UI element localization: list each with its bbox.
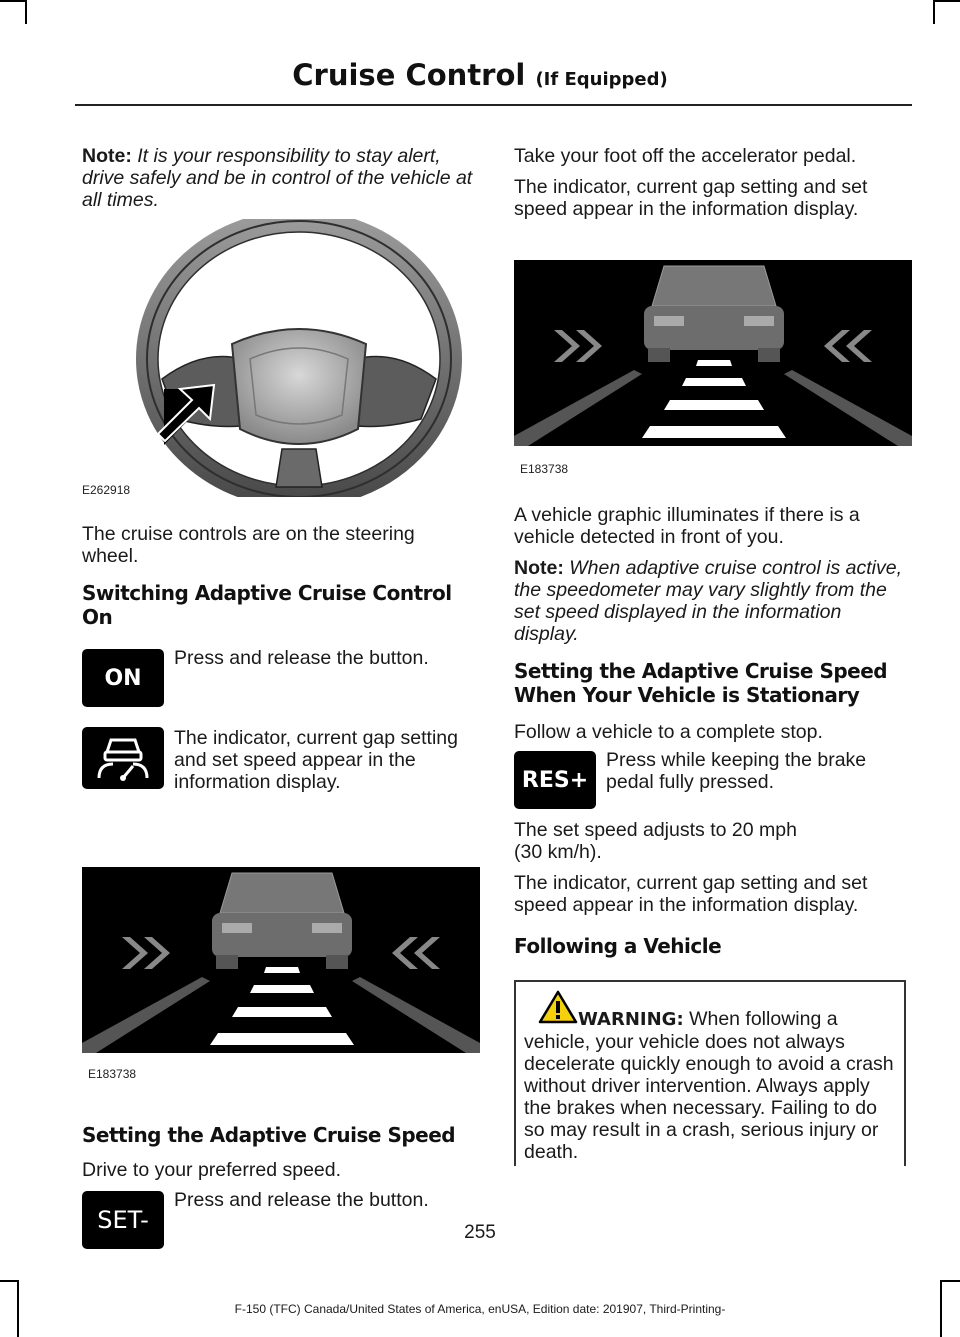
crop-mark — [940, 1280, 960, 1282]
on-button-row — [82, 647, 482, 711]
res-instruction: Press while keeping the brake pedal fully pressed. — [606, 749, 867, 793]
res-plus-button-icon — [514, 751, 596, 809]
warning-label: WARNING: — [578, 1009, 684, 1030]
note-paragraph — [82, 145, 474, 211]
note-text: It is your responsibility to stay alert, drive safely and be in control of the vehicle at all times. — [82, 145, 473, 211]
crop-mark — [25, 0, 27, 24]
indicator-text: The indicator, current gap setting and set speed appear in the information display. — [514, 176, 868, 220]
drive-text: Drive to your preferred speed. — [82, 1159, 342, 1181]
vehicle-text: A vehicle graphic illuminates if there is a vehicle detected in front of you. — [514, 504, 860, 548]
indicator-instruction: The indicator, current gap setting and set speed appear in the information display. — [174, 727, 458, 793]
left-column — [82, 145, 482, 1253]
res-button-label: RES+ — [521, 767, 589, 793]
figure-id: E183738 — [88, 1067, 137, 1081]
steering-wheel-figure — [82, 219, 482, 497]
acc-display-figure — [514, 260, 910, 488]
adaptive-cruise-indicator-icon — [82, 727, 164, 789]
warning-triangle-icon — [538, 990, 578, 1024]
acc-display-figure — [82, 867, 482, 1093]
page-title — [0, 58, 960, 92]
steering-wheel-illustration — [82, 219, 482, 497]
on-button-label: ON — [104, 665, 142, 691]
crop-mark — [0, 1280, 18, 1282]
page-title-subtitle: (If Equipped) — [535, 69, 668, 90]
acc-display-graphic — [82, 867, 480, 1053]
note-text: When adaptive cruise control is active, the speedometer may vary slightly from the set speed displayed in the information display. — [514, 557, 902, 645]
page-number: 255 — [464, 1222, 496, 1243]
warning-box — [514, 980, 906, 1166]
indicator-text: The indicator, current gap setting and set speed appear in the information display. — [514, 872, 868, 916]
foot-text: Take your foot off the accelerator pedal. — [514, 145, 857, 167]
note-paragraph — [514, 557, 906, 645]
page-title-text: Cruise Control — [292, 58, 526, 92]
right-column — [514, 145, 910, 958]
note-label: Note: — [82, 145, 132, 167]
figure-id: E183738 — [520, 462, 569, 476]
crop-mark — [934, 0, 960, 2]
heading-following: Following a Vehicle — [514, 934, 722, 958]
warning-text — [524, 1008, 896, 1163]
note-label: Note: — [514, 557, 564, 579]
page-footer: F-150 (TFC) Canada/United States of America, enUSA, Edition date: 201907, Third-Printing- — [234, 1302, 726, 1316]
figure-id: E262918 — [82, 483, 131, 497]
res-button-row — [514, 749, 910, 813]
indicator-row — [82, 727, 482, 823]
crop-mark — [0, 0, 26, 2]
acc-display-graphic — [514, 260, 912, 446]
speed-text: The set speed adjusts to 20 mph (30 km/h). — [514, 819, 797, 863]
on-instruction: Press and release the button. — [174, 647, 429, 669]
set-instruction: Press and release the button. — [174, 1189, 429, 1211]
header-rule — [75, 104, 912, 106]
heading-setting-speed: Setting the Adaptive Cruise Speed — [82, 1123, 456, 1147]
set-button-label: SET- — [97, 1206, 149, 1234]
warning-body: When following a vehicle, your vehicle does not always decelerate quickly enough to avoid a crash without driver intervention. Always apply the brakes when necessary. Failing to do so may result in a crash, serious injury or death. — [524, 1008, 894, 1163]
on-button-icon — [82, 649, 164, 707]
follow-text: Follow a vehicle to a complete stop. — [514, 721, 823, 743]
crop-mark — [933, 0, 935, 24]
controls-text: The cruise controls are on the steering wheel. — [82, 523, 415, 567]
heading-stationary: Setting the Adaptive Cruise Speed When Your Vehicle is Stationary — [514, 659, 888, 707]
heading-switching-on: Switching Adaptive Cruise Control On — [82, 581, 452, 629]
